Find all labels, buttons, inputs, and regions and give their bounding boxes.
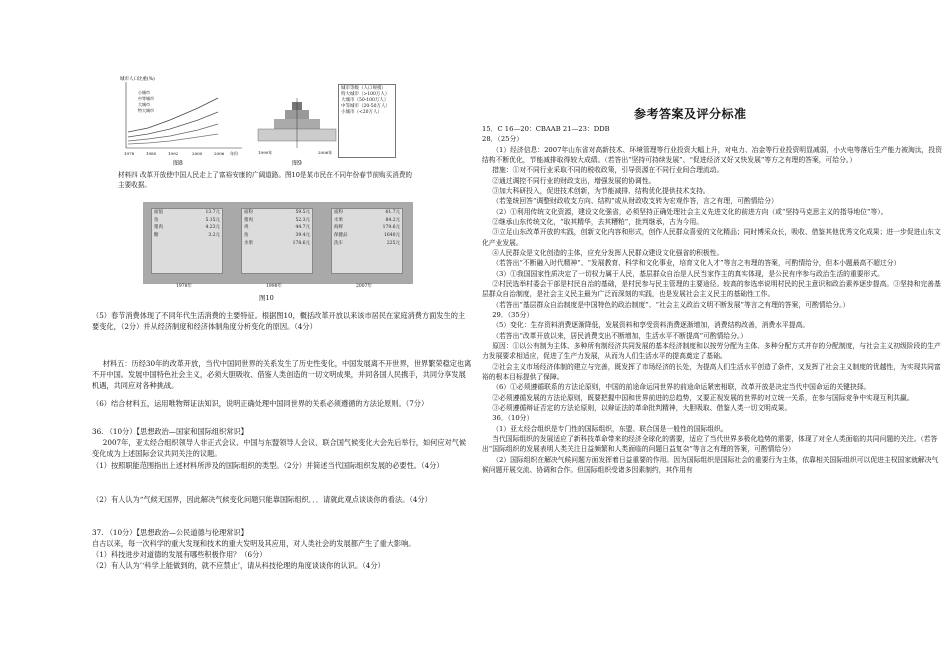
answer-line: ②通过调控不同行业的财政支出，增强发展的协调性。 xyxy=(492,176,656,185)
material-five: 材料五：历经30年的改革开放，当代中国同世界的关系发生了历史性变化，中国发展离不开世界，世界繁荣稳定也离不开中国。发展中国特色社会主义，必须大胆吸收、借鉴人类创造的一切文明成果，并同各国人民携手，共同分享发展机遇，共同应对各种挑战。 xyxy=(92,359,472,391)
fig8-legend: 中等城市 xyxy=(138,96,154,101)
fig8-tick: 2006 xyxy=(214,151,225,156)
receipt-amount: 44.7元 xyxy=(295,225,310,231)
receipt-item: 洗车 xyxy=(334,240,343,246)
receipt-item: 猪肉 xyxy=(244,217,253,223)
receipt-amount: 178.6元 xyxy=(292,240,310,246)
answer-line: ④人民群众是文化创造的主体，应充分发挥人民群众建设文化强省的积极性。 xyxy=(492,248,724,257)
receipt-year: 2007年 xyxy=(356,284,372,289)
receipt-item: 面粉 xyxy=(244,210,253,215)
fig8-title: 城市人口比重(%) xyxy=(120,77,155,82)
right-column-answers xyxy=(482,0,942,672)
receipt-row xyxy=(152,232,222,240)
answer-line: 29．（35分） xyxy=(492,310,534,319)
receipt-row xyxy=(152,217,222,225)
fig9-axis-right: 2006年 xyxy=(318,150,333,155)
receipt-amount: 59.5元 xyxy=(295,210,310,215)
answer-line: （1）经济信息：2007年山东省对高新技术、环境管理等行业投资大幅上升，对电力、冶金等行业投资明显减弱，小火电等落后生产能力被淘汰，投资结构不断优化，节能减排取得较大成绩。（若答出“坚持可持续发展”、“促进经济又好又快发展”等方之有理的答案，可给分。） xyxy=(482,145,943,164)
receipt-photo-1998 xyxy=(233,202,323,284)
legend-item: 中等城市（20-50万人） xyxy=(341,104,390,110)
q36-title: 36. （10分）【思想政治—国家和国际组织常识】 xyxy=(92,427,248,436)
fig8-tick: 年份 xyxy=(230,151,238,156)
q37-title: 37. （10分）【思想政治—公民道德与伦理常识】 xyxy=(92,528,248,537)
material-four: 材料四 改革开放使中国人民走上了富裕安康的广阔道路。图10是某市民在不同年份春节前购买消费的主要收据。 xyxy=(118,171,413,190)
answer-line: （3）①我国国家性质决定了一切权力属于人民，基层群众自治是人民当家作主的真实体现，是公民有序参与政治生活的重要形式。 xyxy=(492,269,884,278)
fig8-legend: 小城市 xyxy=(138,90,150,95)
answer-line: 当代国际组织的发展适应了新科技革命带来的经济全球化的需要，适应了当代世界多极化趋势的需要，体现了对全人类面临的共同问题的关注。（若答出“国际组织的发展表明人类关注日益频繁和人类面临的问题日益复杂”等言之有理的答案，可酌情给分） xyxy=(482,434,938,454)
receipt-item: 海鲜 xyxy=(334,225,343,231)
answer-line: ②社会主义市场经济体制的建立与完善，既发挥了市场经济的长处，为提高人们生活水平创造了条件，又发挥了社会主义制度的优越性，为实现共同富裕的根本目标提供了保障。 xyxy=(482,362,941,381)
figure-9-caption: 图9 xyxy=(292,160,302,167)
receipt-amount: 84.2元 xyxy=(385,217,400,223)
receipt-amount: 3.2元 xyxy=(208,232,220,238)
receipt-row xyxy=(332,240,402,248)
fig8-legend: 大城市 xyxy=(138,102,150,107)
q37-part-2: （2）有人认为’‘科学上能做到的，就不应禁止’，请从科技伦理的角度谈谈你的认识。（4分） xyxy=(92,561,385,570)
answer-title: 参考答案及评分标准 xyxy=(634,107,747,121)
receipt-amount: 225元 xyxy=(386,240,400,246)
receipt xyxy=(331,208,403,274)
receipt xyxy=(151,208,223,274)
receipt-amount: 61.7元 xyxy=(385,210,400,215)
answer-line: ②村民选举村委会干部是村民自治的基础，是村民参与民主管理的主要途径。较高的参选率说明村民的民主意识和政治素养逐步提高。③坚持和完善基层群众自治制度，是社会主义民主最为广泛而深刻的实践，也是发展社会主义民主的基础性工作。 xyxy=(482,279,941,299)
receipt-year: 1978年 xyxy=(176,284,192,289)
figure-8-line-chart xyxy=(118,74,246,160)
receipt-item: 糖 xyxy=(154,232,159,238)
receipt-row xyxy=(152,224,222,232)
city-level-legend xyxy=(338,84,396,158)
receipt-year: 1998年 xyxy=(266,284,282,289)
question-6: （6）结合材料五，运用唯物辩证法知识，说明正确处理中国同世界的关系必须遵循的方法论原则。（7分） xyxy=(92,399,429,408)
answer-line: （6）①必须遵循联系的方法论原则，中国的前途命运同世界的前途命运紧密相联，改革开放是决定当代中国命运的关键抉择。 xyxy=(492,383,871,392)
answer-line: ②继承山东传统文化，“取其精华，去其糟粕”，批判继承，古为今用。 xyxy=(492,217,704,226)
answer-line: 原因：①以公有制为主体、多种所有制经济共同发展的基本经济制度和以按劳分配为主体、多种分配方式并存的分配制度，与社会主义初级阶段的生产力发展要求相适应，促进了生产力发展，从而为人们生活水平的提高奠定了基础。 xyxy=(482,341,941,361)
receipt-amount: 4.23元 xyxy=(205,225,220,231)
figure-10-caption: 图10 xyxy=(259,294,274,302)
fig8-tick: 2000 xyxy=(192,151,203,156)
receipt-item: 面粉 xyxy=(334,210,343,215)
answer-body xyxy=(482,124,942,475)
receipt-item: 面值 xyxy=(154,210,163,215)
fig8-tick: 1978 xyxy=(124,151,135,156)
answer-line: （若笼统回答“调整财政收支方向、结构”或从财政收支转为宏观作答，言之有理，可酌情给分） xyxy=(492,197,778,206)
receipt-amount: 52.3元 xyxy=(295,217,310,223)
receipt-amount: 1640元 xyxy=(384,232,400,238)
receipt-row xyxy=(242,224,312,232)
answer-line: （若答出“改革开放以来，居民消费支出不断增加，生活水平不断提高”可酌情给分。） xyxy=(492,331,748,340)
receipt-item: 猪肉 xyxy=(154,225,163,231)
answer-line: （1）亚太经合组织是专门性的国际组织，东盟、联合国是一般性的国际组织。 xyxy=(492,424,728,433)
fig8-tick: 1985 xyxy=(146,151,157,156)
receipt-row xyxy=(242,232,312,240)
answer-line: 15．C 16—20：CBAAB 21—23：DDB xyxy=(482,125,610,133)
fig8-legend: 特大城市 xyxy=(138,108,154,113)
legend-title: 城市等级（人口规模） xyxy=(341,86,386,91)
q36-part-2: （2）有人认为“气候无国界，因此解决气候变化问题只能靠国际组织．．．请就此观点谈谈你的看法。（4分） xyxy=(92,495,432,504)
answer-line: 28．（25分） xyxy=(482,135,524,144)
receipt-row xyxy=(242,240,312,248)
q36-body: 2007年，亚太经合组织领导人非正式会议、中国与东盟领导人会议、联合国气候变化大会先后举行，如何应对气候变化成为上述国际会议共同关注的议题。 xyxy=(92,438,467,459)
answer-line: （若答出“不断融入时代精神”、“发展教育、科学和文化事业，培育文化人才”等言之有理的答案，可酌情给分，但本小题最高不超过分） xyxy=(492,259,901,268)
q37-body: 自古以来，每一次科学的重大发现和技术的重大发明及其应用，对人类社会的发展都产生了重大影响。 xyxy=(92,539,416,548)
answer-line: ③加大科研投入，促进技术创新，为节能减排、结构优化提供技术支持。 xyxy=(492,186,710,195)
receipt-photo-1978 xyxy=(143,202,233,284)
fig9-axis-left: 1990年 xyxy=(258,150,273,155)
receipt-item: 鱼 xyxy=(244,232,249,238)
q36-part-1: （1）按照职能范围指出上述材料所涉及的国际组织的类型。（2分）并简述当代国际组织发展的必要性。（4分） xyxy=(92,461,444,470)
receipt-amount: 13.7元 xyxy=(205,210,220,215)
receipt-item: 鱼 xyxy=(154,217,159,223)
receipt-photo-2007 xyxy=(323,202,413,284)
answer-line: 措施：①对不同行业采取不同的税收政策，引导资源在不同行业间合理流动。 xyxy=(492,166,724,175)
answer-line: （2）国际组织在解决气候问题方面发挥着日益重要的作用。因为国际组织是国际社会的重要行为主体，依靠相关国际组织可以促进主权国家就解决气候问题开展交流、协调和合作。但国际组织受诸多因素制约，其作用有 xyxy=(482,455,939,474)
receipt-row xyxy=(332,232,402,240)
fig8-tick: 1992 xyxy=(168,151,179,156)
answer-line: 36．（10分） xyxy=(492,414,534,423)
receipt-row xyxy=(332,209,402,217)
receipt-row xyxy=(152,209,222,217)
receipt-row xyxy=(332,217,402,225)
fig8-series-line xyxy=(128,112,218,137)
legend-item: 特大城市（>100万人） xyxy=(341,92,390,98)
receipt-amount: 179.6元 xyxy=(382,225,400,231)
answer-line: ③必须遵循辩证否定的方法论原则，以辩证法的革命批判精神，大胆吸取、借鉴人类一切文明成果。 xyxy=(492,403,792,412)
answer-line: （若答出“基层群众自治制度是中国特色的政治制度”、“社会主义政治文明不断发展”等言之有理的答案，可酌情给分。） xyxy=(492,300,850,309)
receipt-row xyxy=(242,209,312,217)
answer-line: （5）变化：生存资料消费逐渐降低，发展资料和享受资料消费逐渐增加，消费结构改善，消费水平提高。 xyxy=(492,321,810,330)
question-5: （5）春节消费体现了不同年代生活消费的主要特征。根据图10，概括改革开放以来该市居民在家庭消费方面发生的主要变化，（2分）并从经济制度和经济体制角度分析变化的原因。（4分） xyxy=(92,311,466,332)
receipt-item: 水果 xyxy=(244,240,253,246)
receipt-amount: 5.15元 xyxy=(205,217,220,223)
receipt xyxy=(241,208,313,274)
answer-line: ③立足山东改革开放的实践，创新文化内容和形式，创作人民群众喜爱的文化精品；同时博采众长，吸收、借鉴其他优秀文化成果；进一步促进山东文化产业发展。 xyxy=(482,228,941,247)
receipt-row xyxy=(332,224,402,232)
receipt-item: 鸡 xyxy=(244,225,249,231)
receipt-item: 水果 xyxy=(334,217,343,223)
legend-item: 小城市（<20万人） xyxy=(341,110,382,116)
q37-part-1: （1）科技进步对道德的发展有哪些积极作用？（6分） xyxy=(92,550,267,559)
figure-9-pyramid xyxy=(252,96,342,160)
figure-8-caption: 图8 xyxy=(173,160,183,167)
legend-item: 大城市（50-100万人） xyxy=(341,98,389,104)
receipt-item: 保健品 xyxy=(334,232,348,238)
answer-line: （2）①利用传统文化资源，建设文化强省，必须坚持正确处理社会主义先进文化的前进方向（或“坚持马克思主义的指导地位”等）。 xyxy=(492,207,888,216)
receipt-row xyxy=(242,217,312,225)
receipt-amount: 39.4元 xyxy=(295,232,310,238)
answer-line: ②必须遵循发展的方法论原则，既要把握中国和世界前进的总趋势，又要正视发展的世界的对立统一关系，在参与国际竞争中实现互利共赢。 xyxy=(492,393,914,402)
fig8-series-line xyxy=(128,124,218,141)
